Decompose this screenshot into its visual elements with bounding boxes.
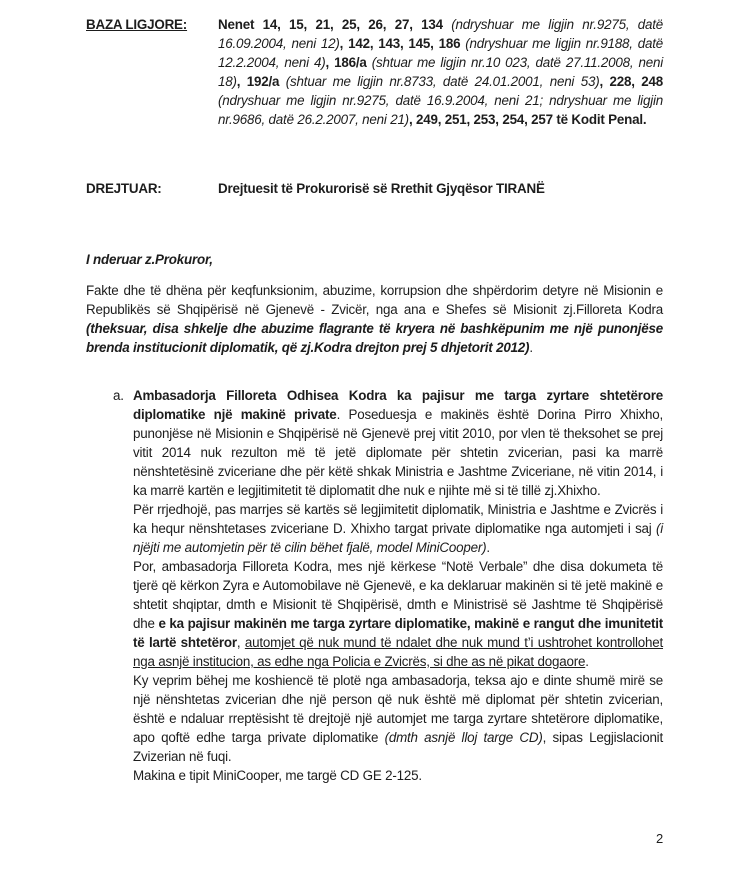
list-item-a-marker: a.: [113, 388, 124, 403]
list-item-a: [113, 386, 663, 785]
text-run: , 249, 251, 253, 254, 257 të Kodit Penal.: [408, 112, 647, 127]
intro-paragraph: [86, 281, 663, 357]
baza-ligjore-text: [218, 15, 663, 129]
text-run: (shtuar me ligjin nr.8733, datë 24.01.2001, neni 53): [285, 74, 600, 89]
text-run: (i njëjti me automjetin për të cilin bëhet fjalë, model MiniCooper): [133, 521, 663, 555]
text-run: Për rrjedhojë, pas marrjes së kartës së legjimitetit diplomatik, Ministria e Jashtme e Zvicrës i ka hequr nënshtetases zviceriane D. Xhixho targat private diplomatike nga automjeti i saj: [133, 502, 663, 536]
text-run: (ndryshuar me ligjin nr.9275, datë 16.9.2004, neni 21; ndryshuar me ligjin nr.9686, datë 26.2.2007, neni 21): [218, 93, 663, 127]
text-run: , 142, 143, 145, 186: [339, 36, 466, 51]
section-baza-ligjore: [86, 15, 663, 129]
salutation: I nderuar z.Prokuror,: [86, 252, 213, 267]
drejtuar-value: Drejtuesit të Prokurorisë së Rrethit Gjyqësor TIRANË: [218, 181, 545, 196]
text-run: e ka pajisur makinën me targa zyrtare diplomatike, makinë e rangut dhe imunitetit të lartë shtetëror: [133, 616, 663, 650]
text-run: , 186/a: [325, 55, 372, 70]
text-run: Nenet 14, 15, 21, 25, 26, 27, 134: [218, 17, 452, 32]
text-run: ,: [236, 635, 245, 650]
text-run: (ndryshuar me ligjin nr.9188, datë 12.2.2004, neni 4): [218, 36, 663, 70]
text-run: . Poseduesja e makinës është Dorina Pirro Xhixho, punonjëse në Misionin e Shqipërisë në Gjenevë prej vitit 2010, por vlen të theksohet se prej vitit 2014 nuk rezulton më të jetë diplomate për shtetin zvicerian, pasi ka marrë nënshtetësinë zviceriane dhe për këtë shkak Ministria e Jashtme Zviceriane, në vitin 2014, i ka marrë kartën e legjitimitetit të diplomatit dhe nuk e njihte më si të tillë zj.Xhixho.: [133, 407, 663, 498]
text-run: , 228, 248: [599, 74, 663, 89]
paragraph: [133, 557, 663, 671]
text-run: Makina e tipit MiniCooper, me targë CD GE 2-125.: [133, 768, 422, 783]
text-run: , sipas Legjislacionit Zvizerian në fuqi.: [133, 730, 663, 764]
text-run: (dmth asnjë lloj targe CD): [384, 730, 543, 745]
paragraph: [133, 671, 663, 766]
text-run: automjet që nuk mund të ndalet dhe nuk mund t’i ushtrohet kontrollohet nga asnjë institucion, as edhe nga Policia e Zvicrës, si dhe as në pikat dogaore: [133, 635, 664, 669]
text-run: Ambasadorja Filloreta Odhisea Kodra ka pajisur me targa zyrtare shtetërore diplomatike një makinë private: [133, 388, 663, 422]
page-number: 2: [656, 831, 664, 846]
text-run: , 192/a: [236, 74, 286, 89]
paragraph: [133, 386, 663, 500]
section-drejtuar: [86, 179, 663, 198]
text-run: (ndryshuar me ligjin nr.9275, datë 16.09.2004, neni 12): [218, 17, 664, 51]
drejtuar-label: DREJTUAR:: [86, 181, 162, 196]
paragraph: [133, 766, 663, 785]
text-run: (theksuar, disa shkelje dhe abuzime flagrante të kryera në bashkëpunim me një punonjëse brenda institucionit diplomatik, që zj.Kodra drejton prej 5 dhjetorit 2012): [86, 321, 663, 355]
baza-ligjore-label: BAZA LIGJORE:: [86, 17, 188, 32]
text-run: Por, ambasadorja Filloreta Kodra, mes një kërkese “Notë Verbale” dhe disa dokumeta të tjerë që kërkon Zyra e Automobilave në Gjenevë, e ka deklaruar makinën si të jetë makinë e shtetit shqiptar, dmth e Misionit të Shqipërisë, dmth e Ministrisë së Jashtme të Shqipërisë dhe: [133, 559, 663, 631]
text-run: .: [585, 654, 589, 669]
text-run: Fakte dhe të dhëna për keqfunksionim, abuzime, korrupsion dhe shpërdorim detyre në Misionin e Republikës së Shqipërisë në Gjenevë - Zvicër, nga ana e Shefes së Misionit zj.Filloreta Kodra: [86, 283, 663, 317]
text-run: .: [486, 540, 490, 555]
text-run: Ky veprim bëhej me koshiencë të plotë nga ambasadorja, teksa ajo e dinte shumë mirë se një nënshtetas zvicerian dhe një person që nuk është më diplomat për shtetin zvicerian, është e ndaluar rreptësisht të drejtojë një automjet me targa zyrtare shtetërore diplomatike, apo qoftë edhe targa private diplomatike: [133, 673, 663, 745]
text-run: .: [529, 340, 533, 355]
paragraph: [133, 500, 663, 557]
list-item-a-text: [133, 386, 663, 785]
text-run: (shtuar me ligjin nr.10 023, datë 27.11.2008, neni 18): [218, 55, 664, 89]
